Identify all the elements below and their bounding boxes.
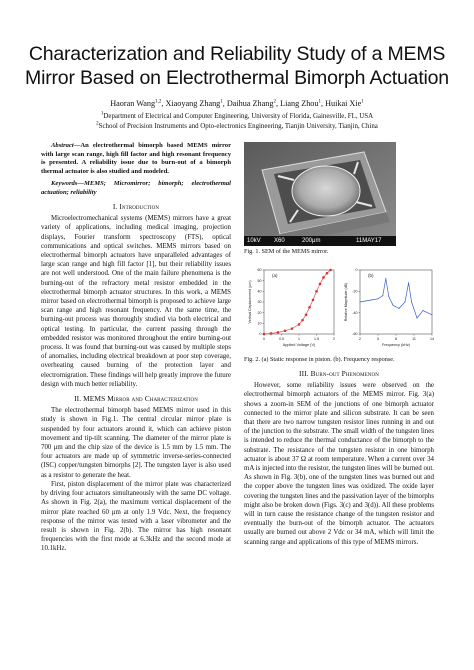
plot-b-point — [405, 302, 406, 303]
author-1-affil: 1,2 — [155, 99, 162, 105]
author-2-affil: 1 — [220, 99, 223, 105]
plot-b-point — [417, 318, 418, 319]
author-4-affil: 1 — [318, 99, 321, 105]
plot-b-x-tick-label: 11 — [412, 337, 416, 341]
plot-a-point — [315, 290, 318, 293]
plot-b-point — [366, 300, 367, 301]
right-column — [244, 142, 434, 547]
figure-2-plots — [244, 262, 434, 354]
plot-a-y-label: Vertical Displacement (μm) — [248, 280, 252, 324]
abstract-text: —An electrothermal bimorph based MEMS mirror with large scan range, high fill factor and high resonant frequency is presented. A reliability issue due to burn-out of a bimorph thermal actuator is also studied and modeled. — [41, 142, 231, 175]
plot-b-point — [388, 296, 389, 297]
author-5: Huikai Xie — [325, 99, 362, 108]
plot-b-point — [385, 278, 386, 279]
plot-a-point — [305, 314, 308, 317]
affiliation-2-text: School of Precision Instruments and Opto-electronics Engineering, Tianjin University, Tianjin, China — [98, 123, 378, 130]
plot-b-y-tick-label: -40 — [352, 310, 358, 315]
plot-b-x-tick-label: 5 — [377, 337, 379, 341]
section-heading-introduction: I. Introduction — [112, 202, 160, 211]
plot-a-panel-label: (a) — [272, 273, 278, 278]
plot-a — [248, 268, 335, 347]
plot-b-point — [382, 295, 383, 296]
intro-paragraph: Microelectromechanical systems (MEMS) mirrors have a great variety of applications, including medical imaging, projection displays, Fourier transform spectroscopy (FTS), optical communications and optical switches. MEMS mirrors based on electrothermal bimorph actuators have unparalleled advantages of large scan range and high fill factor [1], but their reliability issues are not well understood. One of the main failure phenomena is the burning-out of the refractory metal resistor embedded in the electrothermal bimorph actuator structures. In this work, a MEMS mirror based on electrothermal bimorph is proposed to achieve large scan range and high resonant frequency. At the same time, the burning-out process was thoroughly studied via both electrical and optical testing. In particular, the current passing through the embedded resistor was monitored throughout the entire burning-out process. It was found that burning-out was caused by multiple steps of anomalies, including electrical breakdown at poor step coverage, overheating caused burning of the protection layer and electromigration. These findings will help greatly improve the future design with much better reliability. — [41, 215, 231, 388]
affiliation-1 — [20, 112, 454, 122]
plot-b-point — [423, 310, 424, 311]
affiliation-2 — [20, 122, 454, 132]
plot-a-point — [329, 269, 332, 272]
plot-b-series-line — [360, 279, 432, 319]
abstract — [41, 142, 231, 176]
affiliation-1-mark: 1 — [100, 111, 104, 117]
plot-b-y-tick-label: -60 — [352, 332, 358, 337]
author-3-affil: 2 — [273, 99, 276, 105]
plot-a-x-tick-label: 0 — [263, 337, 265, 341]
author-5-affil: 1 — [361, 99, 364, 105]
figure-2-caption: Fig. 2. (a) Static response in piston. (b). Frequency response. — [244, 356, 395, 363]
plot-b-point — [372, 299, 373, 300]
plot-b-y-label: Relative Magnitude (dB) — [344, 282, 348, 322]
author-4: Liang Zhou — [280, 99, 319, 108]
plot-a-y-tick-label: 10 — [257, 321, 262, 326]
plot-a-y-tick-label: 60 — [257, 268, 262, 273]
plot-a-point — [312, 299, 315, 302]
plot-b-x-tick-label: 8 — [395, 337, 397, 341]
plot-a-point — [326, 272, 329, 275]
keywords-text: —MEMS; Micromirror; bimorph; electrothermal actuation; reliability — [41, 180, 231, 196]
plot-b-x-tick-label: 14 — [430, 337, 434, 341]
plot-a-point — [298, 323, 301, 326]
affiliation-1-text: Department of Electrical and Computer Engineering, University of Florida, Gainesville, FL, USA — [103, 113, 374, 120]
plot-a-x-tick-label: 1 — [298, 337, 300, 341]
plot-b-point — [399, 308, 400, 309]
figure-2-chart — [244, 262, 434, 354]
keywords — [41, 180, 231, 197]
plot-b-point — [378, 298, 379, 299]
plot-b-x-tick-label: 2 — [359, 337, 361, 341]
plot-b-point — [393, 305, 394, 306]
plot-a-point — [277, 331, 280, 334]
author-3: Daihua Zhang — [226, 99, 274, 108]
plot-a-series-line — [264, 270, 331, 334]
plot-b-panel-label: (b) — [368, 273, 374, 278]
keywords-label: Keywords — [51, 180, 78, 187]
plot-a-point — [301, 319, 304, 322]
plot-a-y-tick-label: 20 — [257, 310, 262, 315]
plot-a-x-tick-label: 2 — [333, 337, 335, 341]
section2-paragraph-1: The electrothermal bimorph based MEMS mirror used in this study is shown in Fig.1. The central circular mirror plate is suspended by four actuators around it, which can achieve piston movement and tip-tilt scanning. The diameter of the mirror plate is 700 μm and the chip size of the device is 1.5 mm by 1.5 mm. The four actuators are made up of symmetric inverse-series-connected (ISC) copper/tungsten bimorphs [2]. The tungsten layer is also used as a resistor to generate the heat. — [41, 407, 231, 479]
plot-a-point — [291, 327, 294, 330]
plot-b-frame — [360, 270, 432, 334]
plot-a-y-tick-label: 30 — [257, 300, 262, 305]
plot-a-x-label: Applied Voltage (V) — [282, 343, 316, 347]
abstract-label: Abstract — [51, 142, 74, 149]
plot-b-point — [360, 302, 361, 303]
figure-1-caption: Fig. 1. SEM of the MEMS mirror. — [244, 248, 329, 255]
sem-info-bar — [244, 236, 396, 246]
plot-b-point — [411, 302, 412, 303]
plot-b-point — [408, 282, 409, 283]
plot-a-point — [284, 330, 287, 333]
section2-paragraph-2: First, piston displacement of the mirror plate was characterized by driving four actuators simultaneously with the same DC voltage. As shown in Fig. 2(a), the maximum vertical displacement of the mirror plate reached 60 μm at only 1.9 Vdc. Next, the frequency response of the mirror was tested with a laser vibrometer and the result is shown in Fig. 2(b). The mirror has high resonant frequencies with the first mode at 6.3kHz and the second mode at 10.1kHz. — [41, 480, 231, 553]
paper-title — [20, 42, 454, 90]
author-1: Haoran Wang — [110, 99, 156, 108]
plot-a-point — [270, 332, 273, 335]
sem-magnification: X60 — [274, 238, 285, 244]
title-line-2: Mirror Based on Electrothermal Bimorph Actuation — [25, 67, 449, 89]
plot-a-x-tick-label: 1.5 — [314, 337, 319, 341]
plot-a-point — [322, 276, 325, 279]
plot-b — [344, 268, 434, 347]
sem-scale: 200μm — [302, 238, 321, 244]
plot-b-x-label: Frequency (kHz) — [381, 343, 411, 347]
plot-b-point — [432, 314, 433, 315]
section-heading-burnout: III. Burn-out Phenomenon — [299, 369, 379, 378]
sem-image — [244, 142, 396, 246]
author-list: Haoran Wang$^{1,2}$, Xiaoyang Zhang$^1$, Daihua Zhang$^2$, Liang Zhou$^1$, Huikai Xie$^1$ — [110, 99, 364, 108]
affiliation-2-mark: 2 — [96, 121, 99, 127]
plot-a-y-tick-label: 0 — [259, 332, 262, 337]
plot-a-point — [308, 306, 311, 309]
title-line-1: Characterization and Reliability Study of a MEMS — [28, 43, 446, 65]
plot-b-y-tick-label: -20 — [352, 289, 358, 294]
section3-paragraph-1: However, some reliability issues were observed on the electrothermal bimorph actuators of the MEMS mirror. Fig. 3(a) shows a zoom-in SEM of the junctions of one bimorph actuator connected to the mirror plate and silicon substrate. It can be seen that there are two narrow tungsten resistor lines running in and out of the junction to the substrate. The small width of the tungsten lines is intended to reduce the thermal conductance of the bimorph to the substrate. The resistance of the tungsten resistor in one bimorph actuator is about 37 Ω at room temperature. When a current over 34 mA is injected into the resistor, the tungsten lines will be burned out. As shown in Fig. 3(b), one of the tungsten lines was burned out and the copper above the tungsten lines was oxidized. The oxide layer covering the tungsten lines and the passivation layer of the bimorphs might also be broken down (Figs. 3(c) and 3(d)). All these problems will in turn cause the resistance change of the tungsten resistor and eventually the burn-out of the bimorph actuator. The actuators usually are burned out above 2 Vdc or 34 mA, which will limit the scanning range and applications of this type of MEMS mirrors. — [244, 382, 434, 546]
plot-a-x-tick-label: 0.5 — [279, 337, 284, 341]
author-2: Xiaoyang Zhang — [165, 99, 221, 108]
plot-a-point — [319, 283, 322, 286]
section-heading-mems-mirror: II. MEMS Mirror and Characterization — [74, 394, 198, 404]
plot-a-y-tick-label: 50 — [257, 278, 262, 283]
sem-micrograph — [244, 142, 396, 246]
sem-date: 11MAY17 — [356, 238, 382, 244]
plot-b-y-tick-label: 0 — [355, 268, 358, 273]
plot-a-y-tick-label: 40 — [257, 289, 262, 294]
sem-voltage: 10kV — [247, 238, 261, 244]
left-column — [41, 142, 231, 554]
